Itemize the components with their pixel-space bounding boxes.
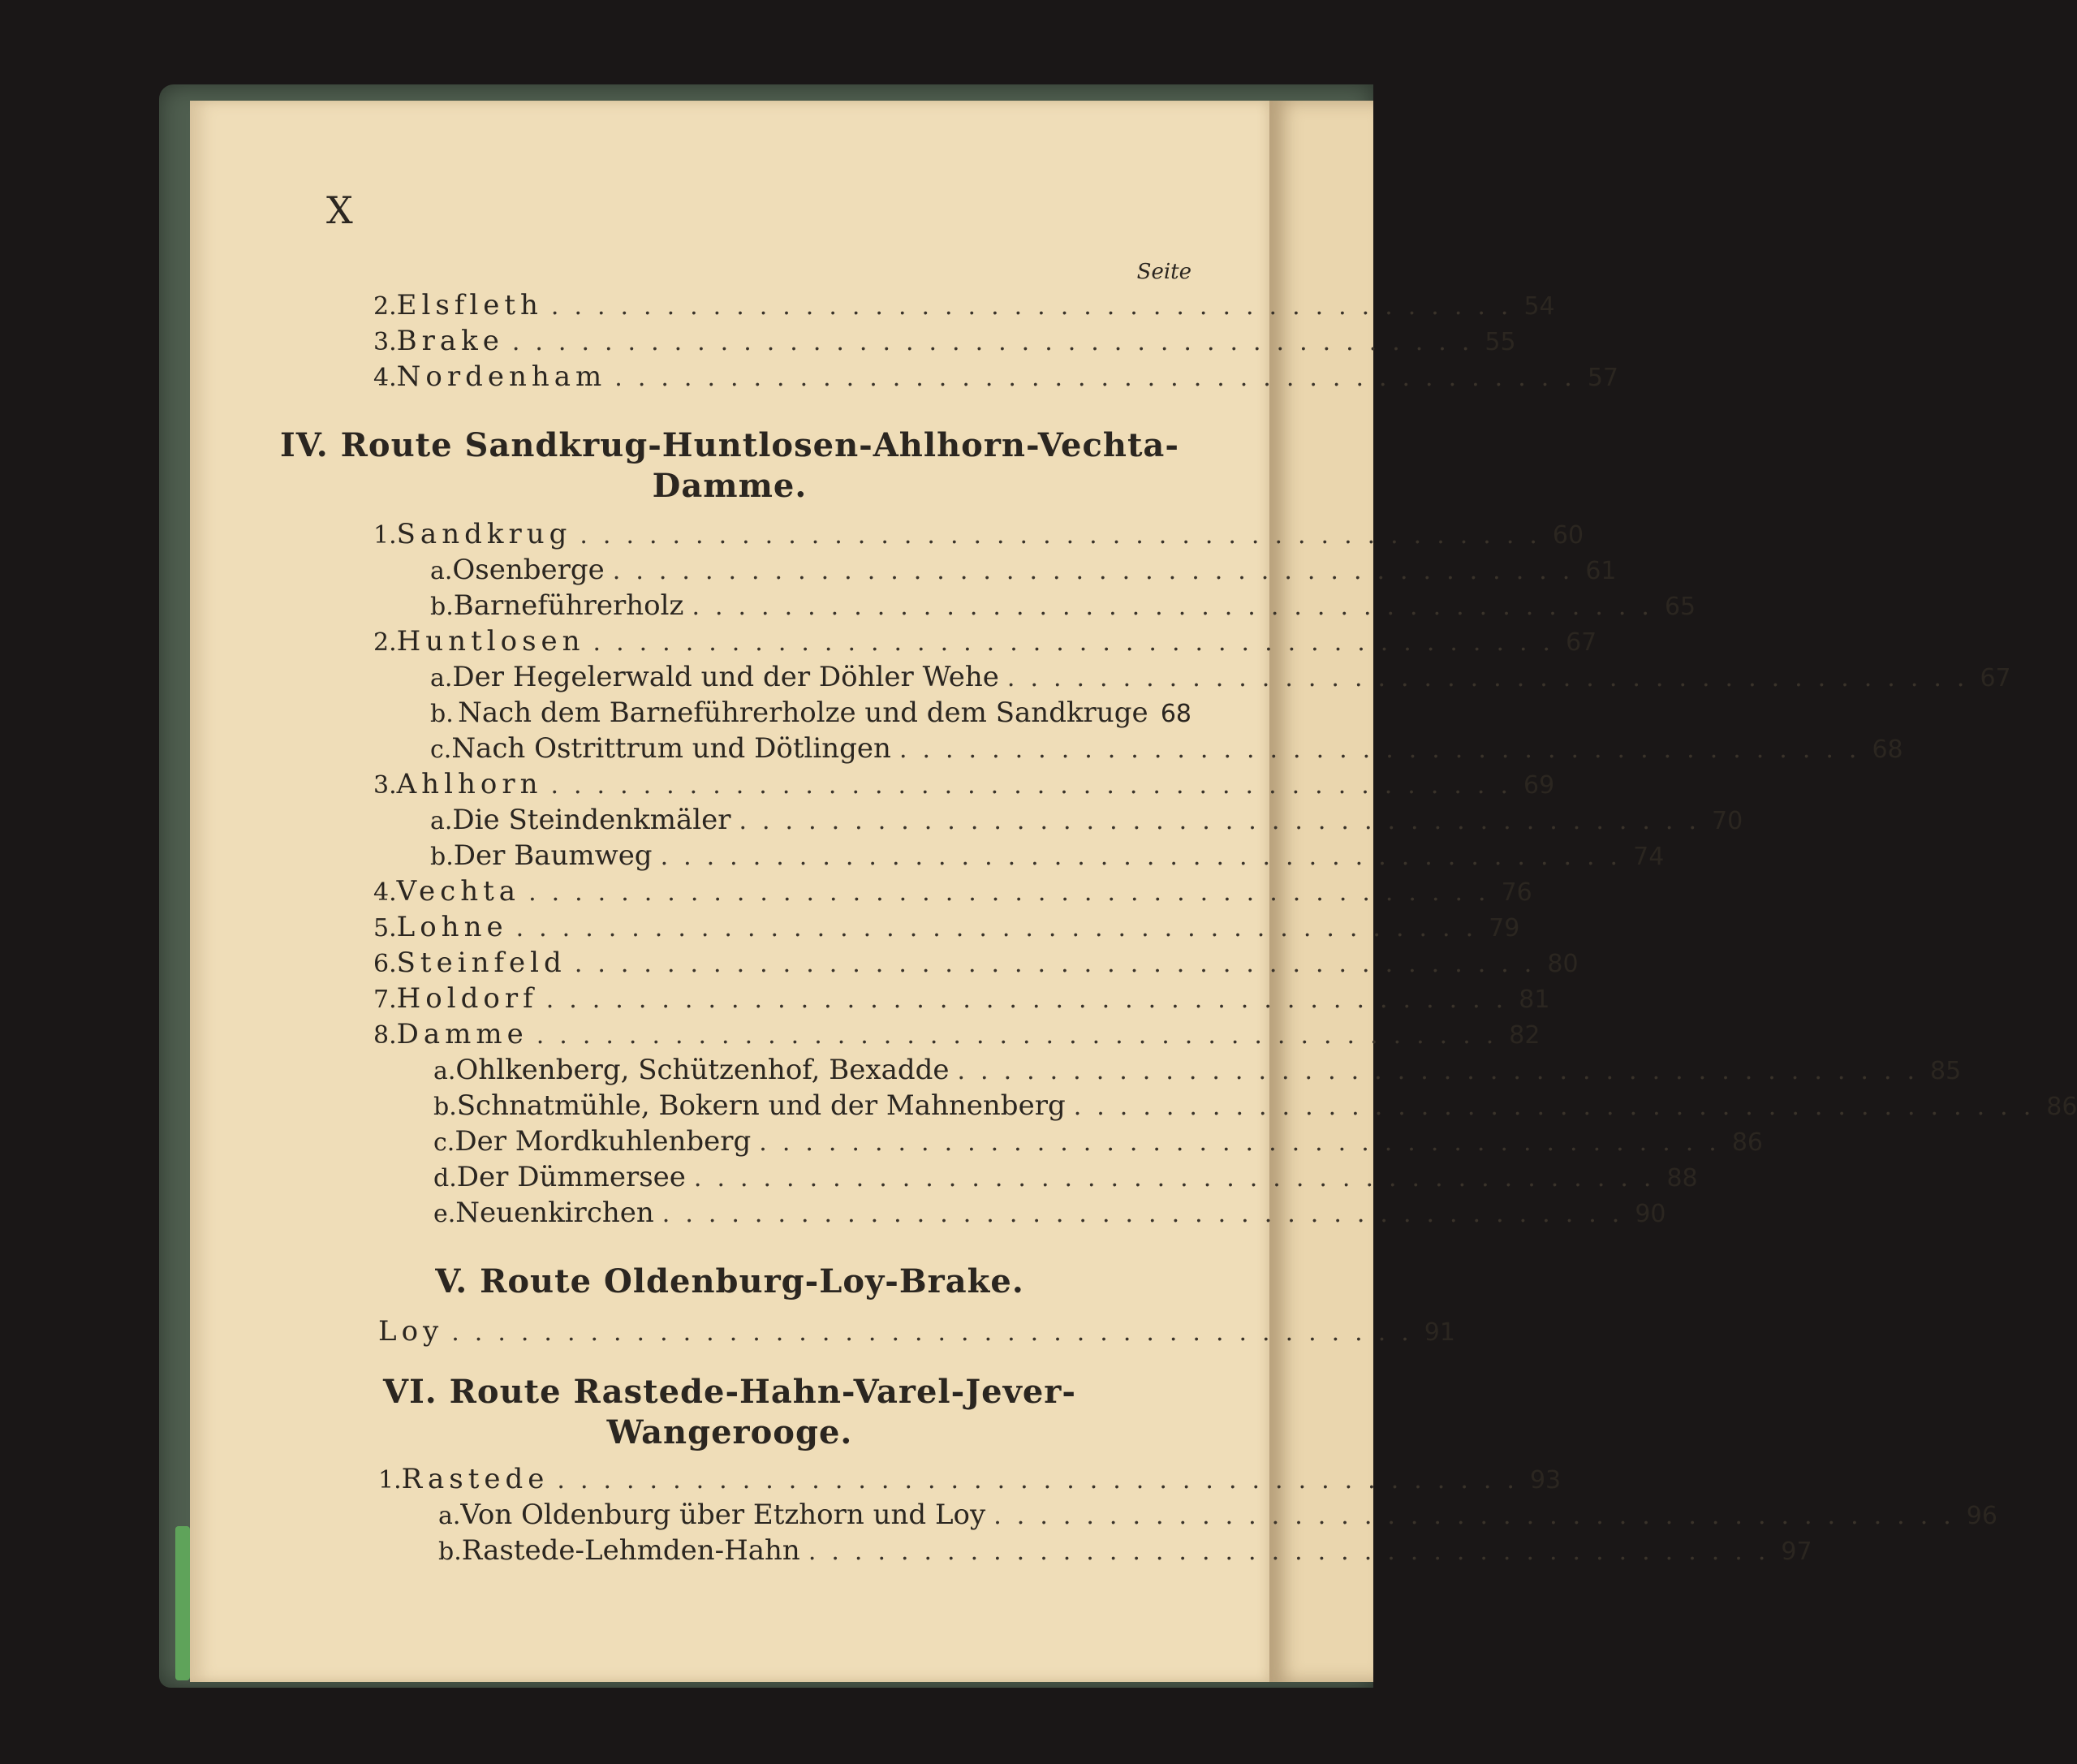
- section-heading: VI. Route Rastede-Hahn-Varel-Jever-: [383, 1373, 1076, 1411]
- entry-page: 68: [1872, 735, 1903, 764]
- leader-dots: ..........................................: [528, 878, 1502, 907]
- entry-number: 8.: [373, 1021, 397, 1050]
- toc-subentry: [430, 802, 1743, 838]
- entry-number: b.: [438, 1538, 462, 1566]
- leader-dots: ..........................................: [511, 328, 1485, 356]
- entry-label: Rastede: [401, 1463, 549, 1495]
- toc-content: [190, 101, 2077, 1682]
- toc-entry: [373, 323, 1516, 359]
- entry-number: 1.: [378, 1466, 402, 1494]
- leader-dots: ..........................................: [550, 292, 1524, 321]
- entry-page: 67: [1566, 628, 1597, 657]
- leader-dots: ..........................................: [557, 1466, 1530, 1494]
- entry-number: a.: [430, 557, 453, 585]
- entry-number: a.: [438, 1502, 461, 1530]
- entry-page: 70: [1712, 807, 1743, 835]
- entry-label: Barneführerholz: [453, 589, 684, 622]
- toc-subentry: [430, 838, 1665, 873]
- toc-subentry: [433, 1195, 1666, 1231]
- entry-page: 67: [1980, 664, 2011, 692]
- entry-page: 88: [1666, 1164, 1698, 1193]
- entry-number: 6.: [373, 950, 397, 978]
- toc-subentry: [433, 1088, 2077, 1124]
- toc-entry: [373, 623, 1597, 659]
- entry-number: 5.: [373, 914, 397, 942]
- entry-label: Der Baumweg: [453, 839, 653, 872]
- entry-page: 61: [1585, 557, 1617, 585]
- entry-label: Steinfeld: [396, 947, 567, 979]
- toc-entry: [373, 516, 1584, 552]
- leader-dots: ..........................................: [693, 1164, 1667, 1193]
- entry-page: 93: [1529, 1466, 1562, 1494]
- leader-dots: ..........................................: [957, 1057, 1931, 1085]
- toc-entry: [373, 287, 1555, 323]
- entry-number: 2.: [373, 628, 397, 657]
- entry-page: 97: [1781, 1538, 1812, 1566]
- entry-label: Damme: [396, 1018, 528, 1050]
- entry-label: Nach dem Barneführerholze und dem Sandkruge: [458, 697, 1148, 729]
- toc-subentry: [430, 552, 1617, 588]
- entry-label: Lohne: [396, 911, 508, 943]
- entry-number: 3.: [373, 771, 397, 800]
- entry-number: b.: [430, 843, 454, 871]
- entry-number: d.: [433, 1164, 457, 1193]
- toc-subentry: [430, 659, 2011, 695]
- entry-page: 60: [1552, 521, 1584, 550]
- toc-entry: [373, 766, 1555, 802]
- toc-subentry: [430, 695, 1191, 731]
- leader-dots: ..........................................: [993, 1502, 1967, 1530]
- section-heading-continued: Damme.: [652, 467, 808, 505]
- toc-subentry: [430, 731, 1903, 766]
- entry-label: Loy: [378, 1315, 444, 1348]
- leader-dots: ..........................................: [614, 364, 1588, 392]
- leader-dots: ..........................................: [515, 914, 1489, 942]
- leader-dots: ..........................................: [660, 843, 1634, 871]
- entry-page: 86: [2046, 1093, 2077, 1121]
- toc-subentry: [438, 1533, 1812, 1568]
- entry-label: Huntlosen: [396, 625, 585, 658]
- entry-label: Nordenham: [396, 360, 607, 393]
- leader-dots: ..........................................: [1006, 664, 1980, 692]
- spine-ribbon: [175, 1526, 190, 1680]
- entry-number: c.: [430, 735, 452, 764]
- entry-label: Neuenkirchen: [455, 1197, 654, 1229]
- entry-page: 82: [1509, 1021, 1541, 1050]
- leader-dots: ..........................................: [580, 521, 1553, 550]
- toc-entry: [373, 873, 1532, 909]
- entry-page: 81: [1519, 986, 1550, 1014]
- entry-label: Nach Ostrittrum und Dötlingen: [451, 732, 891, 765]
- toc-entry: [373, 945, 1579, 981]
- entry-label: Der Mordkuhlenberg: [455, 1125, 752, 1158]
- entry-page: 69: [1523, 771, 1555, 800]
- section-heading-continued: Wangerooge.: [606, 1413, 853, 1451]
- entry-number: b.: [430, 593, 454, 621]
- leader-dots: ..........................................: [898, 735, 1872, 764]
- entry-label: Der Hegelerwald und der Döhler Wehe: [452, 661, 999, 693]
- entry-page: 68: [1160, 700, 1191, 728]
- toc-subentry: [433, 1052, 1962, 1088]
- toc-entry: [378, 1461, 1562, 1497]
- leader-dots: ..........................................: [692, 593, 1665, 621]
- entry-page: 86: [1731, 1128, 1763, 1157]
- entry-label: Elsfleth: [396, 289, 543, 321]
- entry-page: 57: [1587, 364, 1619, 392]
- entry-label: Osenberge: [452, 554, 605, 586]
- entry-number: c.: [433, 1128, 455, 1157]
- entry-label: Rastede-Lehmden-Hahn: [461, 1534, 800, 1567]
- entry-label: Brake: [396, 325, 504, 357]
- leader-dots: ..........................................: [550, 771, 1523, 800]
- toc-subentry: [433, 1159, 1698, 1195]
- entry-number: a.: [433, 1057, 456, 1085]
- entry-number: 3.: [373, 328, 397, 356]
- leader-dots: ..........................................: [451, 1318, 1424, 1347]
- entry-number: a.: [430, 664, 453, 692]
- toc-entry: [378, 1313, 1455, 1349]
- leader-dots: ..........................................: [1073, 1093, 2047, 1121]
- entry-page: 90: [1635, 1200, 1666, 1228]
- toc-subentry: [433, 1124, 1763, 1159]
- entry-label: Schnatmühle, Bokern und der Mahnenberg: [456, 1089, 1066, 1122]
- entry-label: Der Dümmersee: [456, 1161, 686, 1193]
- leader-dots: ..........................................: [612, 557, 1586, 585]
- entry-page: 96: [1966, 1502, 1997, 1530]
- section-heading: IV. Route Sandkrug-Huntlosen-Ahlhorn-Vechta-: [280, 426, 1179, 464]
- entry-number: 2.: [373, 292, 397, 321]
- entry-page: 91: [1424, 1318, 1455, 1347]
- toc-entry: [373, 981, 1550, 1016]
- entry-number: 1.: [373, 521, 397, 550]
- leader-dots: ..........................................: [661, 1200, 1635, 1228]
- entry-label: Holdorf: [396, 982, 538, 1015]
- leader-dots: ..........................................: [739, 807, 1713, 835]
- toc-page: [190, 101, 2077, 1682]
- entry-page: 76: [1501, 878, 1532, 907]
- toc-subentry: [438, 1497, 1997, 1533]
- toc-entry: [373, 1016, 1541, 1052]
- entry-page: 65: [1664, 593, 1696, 621]
- entry-page: 85: [1930, 1057, 1962, 1085]
- entry-label: Von Oldenburg über Etzhorn und Loy: [460, 1499, 986, 1531]
- entry-page: 74: [1633, 843, 1665, 871]
- section-heading: V. Route Oldenburg-Loy-Brake.: [435, 1262, 1024, 1300]
- entry-label: Ahlhorn: [396, 768, 543, 800]
- leader-dots: ..........................................: [759, 1128, 1732, 1157]
- column-header: Seite: [1136, 260, 1191, 284]
- leader-dots: ..........................................: [574, 950, 1548, 978]
- leader-dots: ..........................................: [808, 1538, 1782, 1566]
- entry-number: 4.: [373, 364, 397, 392]
- leader-dots: ..........................................: [545, 986, 1519, 1014]
- entry-number: 4.: [373, 878, 397, 907]
- toc-subentry: [430, 588, 1696, 623]
- entry-page: 80: [1547, 950, 1579, 978]
- entry-label: Ohlkenberg, Schützenhof, Bexadde: [455, 1054, 950, 1086]
- entry-number: b.: [430, 700, 454, 728]
- entry-label: Vechta: [396, 875, 521, 908]
- toc-entry: [373, 909, 1520, 945]
- entry-label: Die Steindenkmäler: [452, 804, 731, 836]
- entry-number: b.: [433, 1093, 457, 1121]
- entry-number: e.: [433, 1200, 456, 1228]
- entry-number: a.: [430, 807, 453, 835]
- toc-entry: [373, 359, 1619, 395]
- page-number: X: [326, 188, 353, 232]
- entry-page: 79: [1489, 914, 1520, 942]
- leader-dots: ..........................................: [536, 1021, 1510, 1050]
- entry-page: 55: [1484, 328, 1516, 356]
- entry-number: 7.: [373, 986, 397, 1014]
- entry-label: Sandkrug: [396, 518, 572, 550]
- entry-page: 54: [1523, 292, 1555, 321]
- leader-dots: ..........................................: [593, 628, 1566, 657]
